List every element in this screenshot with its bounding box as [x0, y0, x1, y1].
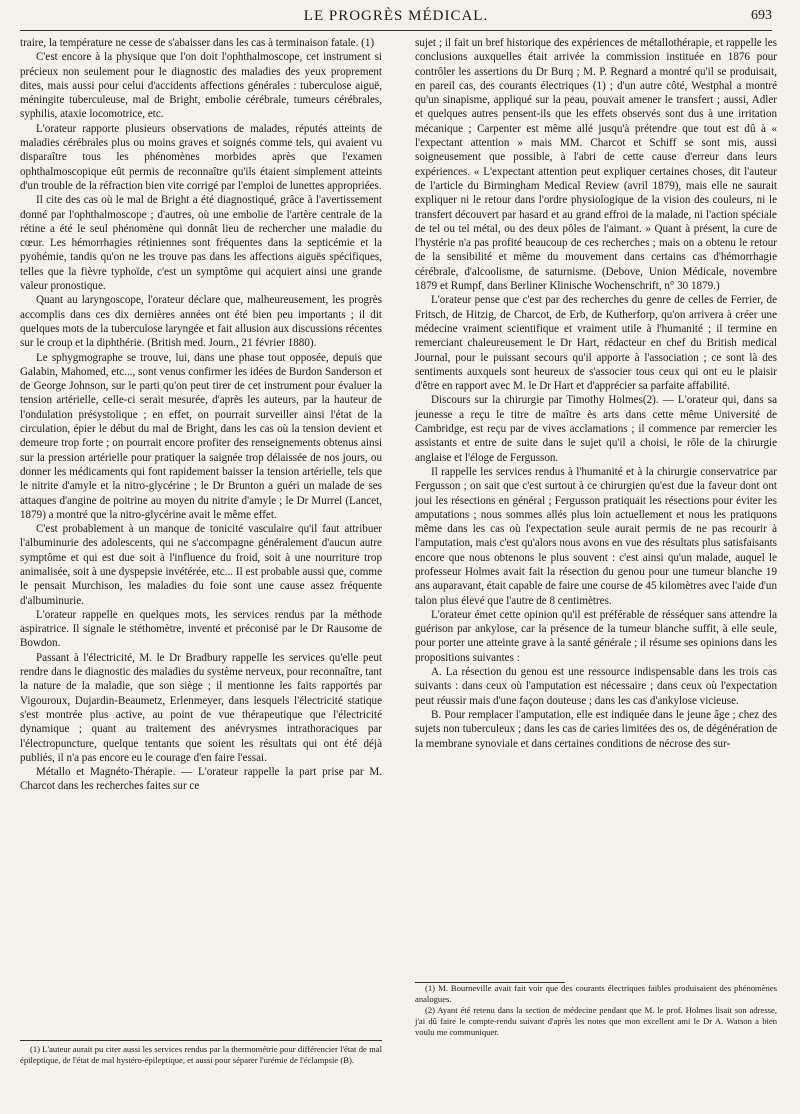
paragraph: B. Pour remplacer l'amputation, elle est indiquée dans le jeune âge ; chez des sujets non tuberculeux ; dans les cas de caries limitées des os, de dégénération de la membrane synoviale et dans certaines conditions de nécrose des sur-	[415, 708, 777, 750]
paragraph: L'orateur rapporte plusieurs observations de malades, réputés atteints de maladies cérébrales plus ou moins graves et soignés comme tels, qui avaient vu disparaître tous les phénomènes morbides après que l'examen ophthalmoscopique eût permis de reconnaître qu'ils étaient simplement atteints d'un trouble de la réfraction bien vite corrigé par l'emploi de lunettes appropriées.	[20, 122, 382, 192]
paragraph: A. La résection du genou est une ressource indispensable dans les trois cas suivants : dans ceux où l'amputation est nécessaire ; dans ceux où l'expectation peut réussir mais d'une façon douteuse ; dans les cas d'ankylose vicieuse.	[415, 666, 777, 707]
running-header	[20, 6, 772, 31]
left-column-body	[20, 36, 382, 1034]
paragraph: Discours sur la chirurgie par Timothy Holmes(2). — L'orateur qui, dans sa jeunesse a reçu le titre de maître ès arts dans cette même Université de Cambridge, est reçu par de vives acclamations ; il commence par remercier les assistants et entre de suite dans le sujet qu'il a choisi, le rôle de la chirurgie anglaise et l'éloge de Fergusson.	[415, 394, 777, 464]
right-column	[415, 36, 777, 1038]
paragraph: C'est probablement à un manque de tonicité vasculaire qu'il faut attribuer l'albuminurie des adolescents, qui ne s'accompagne généralement d'aucun autre symptôme et qui est due soit à l'influence du froid, soit à une nourriture trop animalisée, soit à une dyspepsie invétérée, etc... Il est probable aussi que, comme le pensait Murchison, les maladies du foie sont une cause assez fréquente d'albuminurie.	[20, 523, 382, 607]
paragraph: Il cite des cas où le mal de Bright a été diagnostiqué, grâce à l'avertissement donné par l'ophthalmoscope ; d'autres, où une embolie de l'artère centrale de la rétine a été le seul phénomène qui donnât lieu de rechercher une maladie du cœur. Les hémorrhagies rétiniennes sont fréquentes dans la septicémie et la pyohémie, tandis qu'on ne les trouve pas dans les affections aiguës spécifiques, telles que la fièvre typhoïde, c'est un symptôme qui acquiert ainsi une grande valeur pronostique.	[20, 194, 382, 293]
left-column	[20, 36, 382, 1066]
paragraph: Passant à l'électricité, M. le Dr Bradbury rappelle les services qu'elle peut rendre dans le diagnostic des maladies du système nerveux, pour reconnaître, tant la nature de la maladie, que son siège ; il mentionne les faits rapportés par Vigouroux, Dujardin-Beaumetz, Erlenmeyer, dans lesquels l'électricité statique s'est montrée plus active, au point de vue thérapeutique que l'électricité dynamique ; quant au traitement des anévrysmes intrathoraciques par l'électropuncture, quelque tentants que soient les résultats qui ont été déjà publiés, il n'a pas encore eu le courage d'en faire l'essai.	[20, 651, 382, 764]
paragraph: Il rappelle les services rendus à l'humanité et à la chirurgie conservatrice par Fergusson ; on sait que c'est surtout à ce chirurgien qu'est due la faveur dont ont joui les résections en général ; Fergusson pratiquait les résections pour éviter les amputations ; nous sommes allés plus loin actuellement et nous les pratiquons même dans les cas où l'expectation seule aurait permis de ne pas recourir à l'amputation, mais c'est qu'alors nous avons en vue des résultats plus satisfaisants encore que nous obtenons le plus souvent : c'est ainsi qu'un malade, auquel le professeur Holmes avait fait la résection du genou pour une tumeur blanche 19 ans auparavant, était capable de faire une course de 45 kilomètres avec l'aide d'un talon plus élevé que l'autre de 8 centimètres.	[415, 465, 777, 607]
footnotes-left	[20, 1040, 382, 1066]
paragraph: L'orateur rappelle en quelques mots, les services rendus par la méthode aspiratrice. Il signale le stéthomètre, inventé et préconisé par le Dr Rausome de Bowdon.	[20, 608, 382, 650]
paragraph: Quant au laryngoscope, l'orateur déclare que, malheureusement, les progrès accomplis dans ces dix dernières années ont été bien peu importants ; il dit quelques mots de la tuberculose laryngée et fait allusion aux discussions récentes sur le croup et la diphthérie. (British med. Journ., 21 février 1880).	[20, 294, 382, 350]
footnote: (1) L'auteur aurait pu citer aussi les services rendus par la thermométrie pour différencier l'état de mal épileptique, de l'état de mal hystéro-épileptique, et aussi pour séparer l'urémie de l'éclampsie (B).	[20, 1044, 382, 1065]
page-number: 693	[751, 8, 772, 23]
paragraph: Métallo et Magnéto-Thérapie. — L'orateur rappelle la part prise par M. Charcot dans les recherches faites sur ce	[20, 766, 382, 793]
paragraph: C'est encore à la physique que l'on doit l'ophthalmoscope, cet instrument si précieux non seulement pour le diagnostic des maladies des yeux proprement dites, mais aussi pour celui d'accidents affections générales : tuberculose aiguë, méningite tuberculeuse, mal de Bright, embolie cérébrale, tumeurs cérébrales, syphilis, ataxie locomotrice, etc.	[20, 51, 382, 121]
paragraph: Le sphygmographe se trouve, lui, dans une phase tout opposée, depuis que Galabin, Mahomed, etc..., sont venus confirmer les idées de Burdon Sanderson et de George Johnson, sur le parti qu'on peut tirer de cet instrument pour évaluer la tension artérielle, celle-ci serait mesurée, d'après les auteurs, par la hauteur de l'ondulation présystolique ; en effet, on pourrait surveiller ainsi l'état de la circulation, épier le début du mal de Bright, dans les cas où la tension devient et demeure trop forte ; on pourrait encore profiter des renseignements obtenus ainsi sur la pression artérielle pour pratiquer la saignée trop délaissée de nos jours, ou donner les médicaments qui font rapidement baisser la tension artérielle, tels que le nitrite d'amyle et la nitro-glycérine ; le Dr Brunton a guéri un malade de ses attaques d'angine de poitrine au moyen du nitrite d'amyle ; le Dr Murrel (Lancet, 1879) a montré que la nitro-glycérine avait le même effet.	[20, 351, 382, 521]
footnotes-right	[415, 983, 777, 1038]
journal-title: LE PROGRÈS MÉDICAL.	[303, 8, 489, 24]
footnote: (1) M. Bourneville avait fait voir que des courants électriques faibles produisaient des phénomènes analogues.	[415, 983, 777, 1004]
paragraph: traire, la température ne cesse de s'abaisser dans les cas à terminaison fatale. (1)	[20, 37, 375, 49]
paragraph: L'orateur émet cette opinion qu'il est préférable de résséquer sans attendre la guérison par ankylose, car la présence de la tumeur blanche suffit, à elle seule, pour porter une atteinte grave à la santé générale ; il résume ses opinions dans les propositions suivantes :	[415, 608, 777, 664]
right-column-body	[415, 36, 777, 976]
paragraph: L'orateur pense que c'est par des recherches du genre de celles de Ferrier, de Fritsch, de Hitzig, de Charcot, de Erb, de Kutherforp, qu'on arrivera à créer une médecine vraiment scientifique et vraiment utile à l'humanité ; il termine en remerciant chaleureusement le Dr Hart, rédacteur en chef du British medical Journal, pour le puissant secours qu'il apporte à l'association ; ce sont là des sentiments auxquels sont heureux de s'associer tous ceux qui ont eu le plaisir d'être en rapport avec M. le Dr Hart et d'apprécier sa parfaite affabilité.	[415, 294, 777, 393]
paragraph: sujet ; il fait un bref historique des expériences de métallothérapie, et rappelle les conclusions auxquelles était arrivée la commission instituée en 1876 pour contrôler les assertions du Dr Burq ; M. P. Regnard a montré qu'il se produisait, en pareil cas, des courants électriques (1) ; d'un autre côté, Westphal a montré qu'un sinapisme, appliqué sur la peau, pouvait amener le transfert ; aussi, Adler et quelques autres pensent-ils que les effets observés sont dus à une irritation mécanique ; Carpenter est même allé jusqu'à prétendre que tout est dû à « l'expectant attention » mais MM. Charcot et Schiff se sont mis, aussi soigneusement que possible, à l'abri de cette cause d'erreur dans leurs expériences. « L'expectant attention peut expliquer certaines choses, dit l'auteur de l'article du Birmingham Medical Review (avril 1879), mais elle ne saurait expliquer ni le retour dans l'ordre physiologique de la vision des couleurs, ni le transfert découvert par hasard et au grand effroi de la malade, ni l'action spéciale de tel ou tel métal, ou des deux pôles de l'aimant. » Quant à présent, la cure de l'hystérie n'a pas profité beaucoup de ces recherches ; mais on a obtenu le retour de la sensibilité et même du mouvement dans certains cas d'hémorrhagie cérébrale, d'alcoolisme, de saturnisme. (Debove, Union Médicale, novembre 1879 et Rumpf, dans Berliner Klinische Wochenschrift, n° 30 1879.)	[415, 37, 777, 293]
footnote: (2) Ayant été retenu dans la section de médecine pendant que M. le prof. Holmes lisait son adresse, j'ai dû faire le compte-rendu suivant d'après les notes que mon excellent ami le Dr A. Watson a bien voulu me communiquer.	[415, 1005, 777, 1037]
